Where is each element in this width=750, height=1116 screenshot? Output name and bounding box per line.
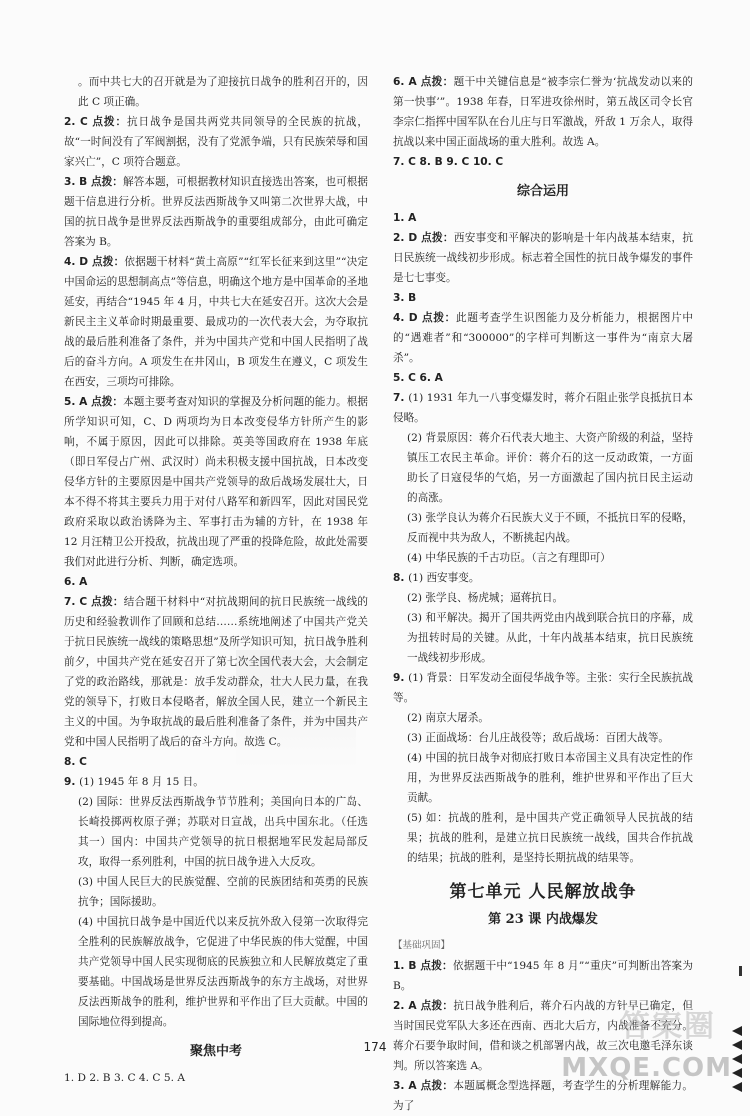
question-number: 7. C [64, 596, 92, 608]
answer-paragraph [393, 428, 693, 508]
answer-paragraph [393, 308, 693, 368]
answer-paragraph [64, 912, 368, 1032]
basic-consolidation-tag: 【基础巩固】 [393, 940, 451, 951]
hint-label: 点拨： [420, 76, 454, 88]
arrow-icon [732, 1068, 742, 1078]
page-number: 174 [363, 1040, 387, 1054]
answer-text: 。而中共七大的召开就是为了迎接抗日战争的胜利召开的，因此 C 项正确。 [78, 76, 368, 108]
answer-text: (2) 国际：世界反法西斯战争节节胜利；美国向日本的广岛、长崎投掷两枚原子弹；苏联对日宣战，出兵中国东北。（任选其一）国内：中国共产党领导的抗日根据地军民发起局部反攻，取得一系列胜利，中国的抗日战争进入大反攻。 [78, 796, 368, 868]
section-heading-comprehensive: 综合运用 [516, 184, 569, 199]
question-number: 2. C [64, 116, 93, 128]
question-number: 4. D [393, 312, 423, 324]
hint-label: 点拨： [420, 1000, 454, 1012]
hint-label: 点拨： [421, 232, 454, 244]
answer-paragraph [64, 792, 368, 872]
answer-paragraph [64, 592, 368, 752]
answer-paragraph [393, 748, 693, 808]
answer-paragraph [393, 72, 693, 152]
answer-paragraph [64, 752, 368, 772]
hint-label: 点拨： [92, 256, 125, 268]
answer-text: (3) 正面战场：台儿庄战役等；敌后战场：百团大战等。 [407, 732, 670, 744]
answer-text: 题干中关键信息是“被李宗仁誉为‘抗战发动以来的第一快事’”。1938 年春，日军进攻徐州时，第五战区司令长官李宗仁指挥中国军队在台儿庄与日军激战，歼敌 1 万余人，取得抗战以来中国正面战场的重大胜利。故选 A。 [393, 76, 693, 148]
lesson-title: 第 23 课 内战爆发 [488, 912, 598, 927]
answer-paragraph [393, 956, 693, 996]
question-number: 9. [393, 672, 409, 684]
answer-text: 结合题干材料中“对抗战期间的抗日民族统一战线的历史和经验教训作了回顾和总结……系统地阐述了中国共产党关于抗日民族统一战线的策略思想”及所学知识可知，抗日战争胜利前夕，中国共产党在延安召开了第七次全国代表大会，大会制定了党的政治路线，那就是：放手发动群众，壮大人民力量，在我党的领导下，打败日本侵略者，解放全国人民，建立一个新民主主义的中国。为争取抗战的最后胜利准备了条件，并为中国共产党和中国人民指明了战后的奋斗方向。故选 C。 [64, 596, 369, 748]
answer-paragraph [393, 728, 693, 748]
hint-label: 点拨： [90, 176, 123, 188]
question-number: 5. C 6. A [393, 372, 443, 384]
answer-text: (2) 背景原因：蒋介石代表大地主、大资产阶级的利益，坚持镇压工农民主革命。评价：蒋介石的这一反动政策，一方面助长了日寇侵华的气焰，另一方面激起了国内抗日民主运动的高涨。 [407, 432, 693, 504]
question-number: 3. B [64, 176, 91, 188]
question-number: 7. [393, 392, 409, 404]
unit-title: 第七单元 人民解放战争 [449, 882, 637, 902]
answer-text: 本题属概念型选择题，考查学生的分析理解能力。为了 [393, 1080, 694, 1112]
watermark-text-top: 答案圈 [620, 1009, 716, 1044]
left-column [64, 72, 368, 1088]
answer-text: 此题考查学生识图能力及分析能力，根据图片中的“遇难者”和“300000”的字样可判断这一事件为“南京大屠杀”。 [393, 312, 694, 364]
answer-paragraph [393, 708, 693, 728]
question-number: 1. A [393, 212, 417, 224]
question-number: 8. C [64, 756, 87, 768]
answer-text: (2) 南京大屠杀。 [407, 712, 489, 724]
question-number: 1. B [393, 960, 421, 972]
answer-paragraph [64, 252, 368, 392]
answer-paragraph [64, 872, 368, 912]
question-number: 3. B [393, 292, 417, 304]
arrow-icon [732, 1054, 742, 1064]
hint-label: 点拨： [420, 1080, 454, 1092]
answer-text: 本题主要考查对知识的掌握及分析问题的能力。根据所学知识可知，C、D 两项均为日本改变侵华方针所产生的影响，不属于原因，因此可以排除。英美等国政府在 1938 年底（即日军侵占广州、武汉时）尚未积极支援中国抗战，日本改变侵华方针的主要原因是中国共产党领导的敌后战场发展壮大，日本不得不将其主要兵力用于对付八路军和新四军，因此对国民党政府采取以政治诱降为主、军事打击为辅的方针，在 1938 年 12 月汪精卫公开投敌，抗战出现了严重的投降危险，故此处需要我们对此进行分析、判断，确定选项。 [64, 396, 369, 568]
answer-text: (3) 中国人民巨大的民族觉醒、空前的民族团结和英勇的民族抗争；国际援助。 [78, 876, 368, 908]
answer-text: (4) 中国的抗日战争对彻底打败日本帝国主义具有决定性的作用，为世界反法西斯战争的胜利，维护世界和平作出了巨大贡献。 [407, 752, 693, 804]
section-heading-focus-exam: 聚焦中考 [189, 1044, 242, 1059]
answer-paragraph [393, 668, 693, 708]
answer-paragraph [393, 808, 693, 868]
answer-paragraph [64, 72, 368, 112]
question-number: 6. A [64, 576, 88, 588]
answer-text: (1) 1945 年 8 月 15 日。 [79, 776, 204, 788]
question-number: 2. D [393, 232, 422, 244]
answer-paragraph [393, 208, 693, 228]
hint-label: 点拨： [420, 960, 453, 972]
exam-answers: 1. D 2. B 3. C 4. C 5. A [64, 1072, 185, 1084]
question-number: 8. [393, 572, 409, 584]
question-number: 9. [64, 776, 80, 788]
answer-text: 抗日战争胜利后，蒋介石内战的方针早已确定，但当时国民党军队大多还在西南、西北大后方，内战准备不充分。蒋介石要争取时间，借和谈之机部署内战，故三次电邀毛泽东谈判。所以答案选 A。 [393, 1000, 694, 1072]
hint-label: 点拨： [91, 596, 124, 608]
answer-paragraph [393, 388, 693, 428]
hint-label: 点拨： [91, 396, 124, 408]
answer-paragraph [393, 228, 693, 288]
answer-text: (4) 中国抗日战争是中国近代以来反抗外敌入侵第一次取得完全胜利的民族解放战争，它促进了中华民族的伟大觉醒，中国共产党领导中国人民实现彻底的民族独立和人民解放奠定了重要基础。中国战场是世界反法西斯战争的东方主战场，对世界反法西斯战争的胜利，维护世界和平作出了巨大贡献。中国的国际地位得到提高。 [78, 916, 368, 1028]
answer-text: (1) 西安事变。 [408, 572, 480, 584]
answer-paragraph [393, 588, 693, 608]
margin-mark [739, 966, 742, 976]
answer-text: (3) 和平解决。揭开了国共两党由内战到联合抗日的序幕，成为扭转时局的关键。从此，十年内战基本结束，抗日民族统一战线初步形成。 [407, 612, 693, 664]
right-column [393, 72, 693, 1116]
question-number: 4. D [64, 256, 92, 268]
answer-paragraph [64, 172, 368, 252]
question-number: 5. A [64, 396, 92, 408]
answer-paragraph [64, 392, 368, 572]
answer-paragraph [393, 288, 693, 308]
arrow-icon [732, 1040, 742, 1050]
answer-paragraph [393, 368, 693, 388]
answer-text: 抗日战争是国共两党共同领导的全民族的抗战，故“一时间没有了军阀割据，没有了党派争端，只有民族荣辱和国家兴亡”，C 项符合题意。 [64, 116, 369, 168]
watermark-logo [561, 995, 746, 1095]
answer-text: 解答本题，可根据教材知识直接选出答案，也可根据题干信息进行分析。世界反法西斯战争又叫第二次世界大战，中国的抗日战争是世界反法西斯战争的重要组成部分，由此可确定答案为 B。 [64, 176, 369, 248]
answer-paragraph [393, 508, 693, 548]
answer-text: (5) 如：抗战的胜利，是中国共产党正确领导人民抗战的结果；抗战的胜利，是建立抗日民族统一战线，国共合作抗战的结果；抗战的胜利，是坚持长期抗战的结果等。 [407, 812, 693, 864]
answer-text: 依据题干材料“黄土高原”“红军长征来到这里”“决定中国命运的思想制高点”等信息，明确这个地方是中国革命的圣地延安，再结合“1945 年 4 月，中共七大在延安召开。这次大会是新民主主义革命时期最重要、最成功的一次代表大会，为夺取抗战的最后胜利准备了条件，并为中国共产党和中国人民指明了战后的奋斗方向。A 项发生在井冈山，B 项发生在遵义，C 项发生在西安，三项均可排除。 [64, 256, 369, 388]
answer-text: (1) 背景：日军发动全面侵华战争等。主张：实行全民族抗战等。 [393, 672, 693, 704]
answer-paragraph [64, 772, 368, 792]
right-answer-list-mid [393, 208, 693, 868]
answer-paragraph [393, 608, 693, 668]
right-answer-list-top [393, 72, 693, 172]
left-answer-list [64, 72, 368, 1032]
question-number: 3. A [393, 1080, 421, 1092]
answer-text: (2) 张学良、杨虎城；逼蒋抗日。 [407, 592, 564, 604]
question-number: 7. C 8. B 9. C 10. C [393, 156, 504, 168]
answer-text: (4) 中华民族的千古功臣。（言之有理即可） [407, 552, 611, 564]
answer-text: 西安事变和平解决的影响是十年内战基本结束，抗日民族统一战线初步形成。标志着全国性的抗日战争爆发的事件是七七事变。 [393, 232, 693, 284]
answer-paragraph [64, 112, 368, 172]
answer-text: (1) 1931 年九一八事变爆发时，蒋介石阻止张学良抵抗日本侵略。 [393, 392, 693, 424]
margin-arrows [732, 1022, 748, 1096]
watermark-text-bottom: MXQE.COM [561, 1053, 732, 1083]
hint-label: 点拨： [92, 116, 127, 128]
answer-paragraph [64, 572, 368, 592]
answer-paragraph [393, 548, 693, 568]
arrow-icon [732, 1026, 742, 1036]
answer-text: 依据题干中“1945 年 8 月”“重庆”可判断出答案为 B。 [393, 960, 693, 992]
answer-paragraph [393, 152, 693, 172]
answer-text: (3) 张学良认为蒋介石民族大义于不顾，不抵抗日军的侵略，反而视中共为敌人，不断挑起内战。 [407, 512, 693, 544]
question-number: 2. A [393, 1000, 421, 1012]
arrow-icon [732, 1082, 742, 1092]
question-number: 6. A [393, 76, 421, 88]
hint-label: 点拨： [422, 312, 456, 324]
answer-paragraph [393, 568, 693, 588]
